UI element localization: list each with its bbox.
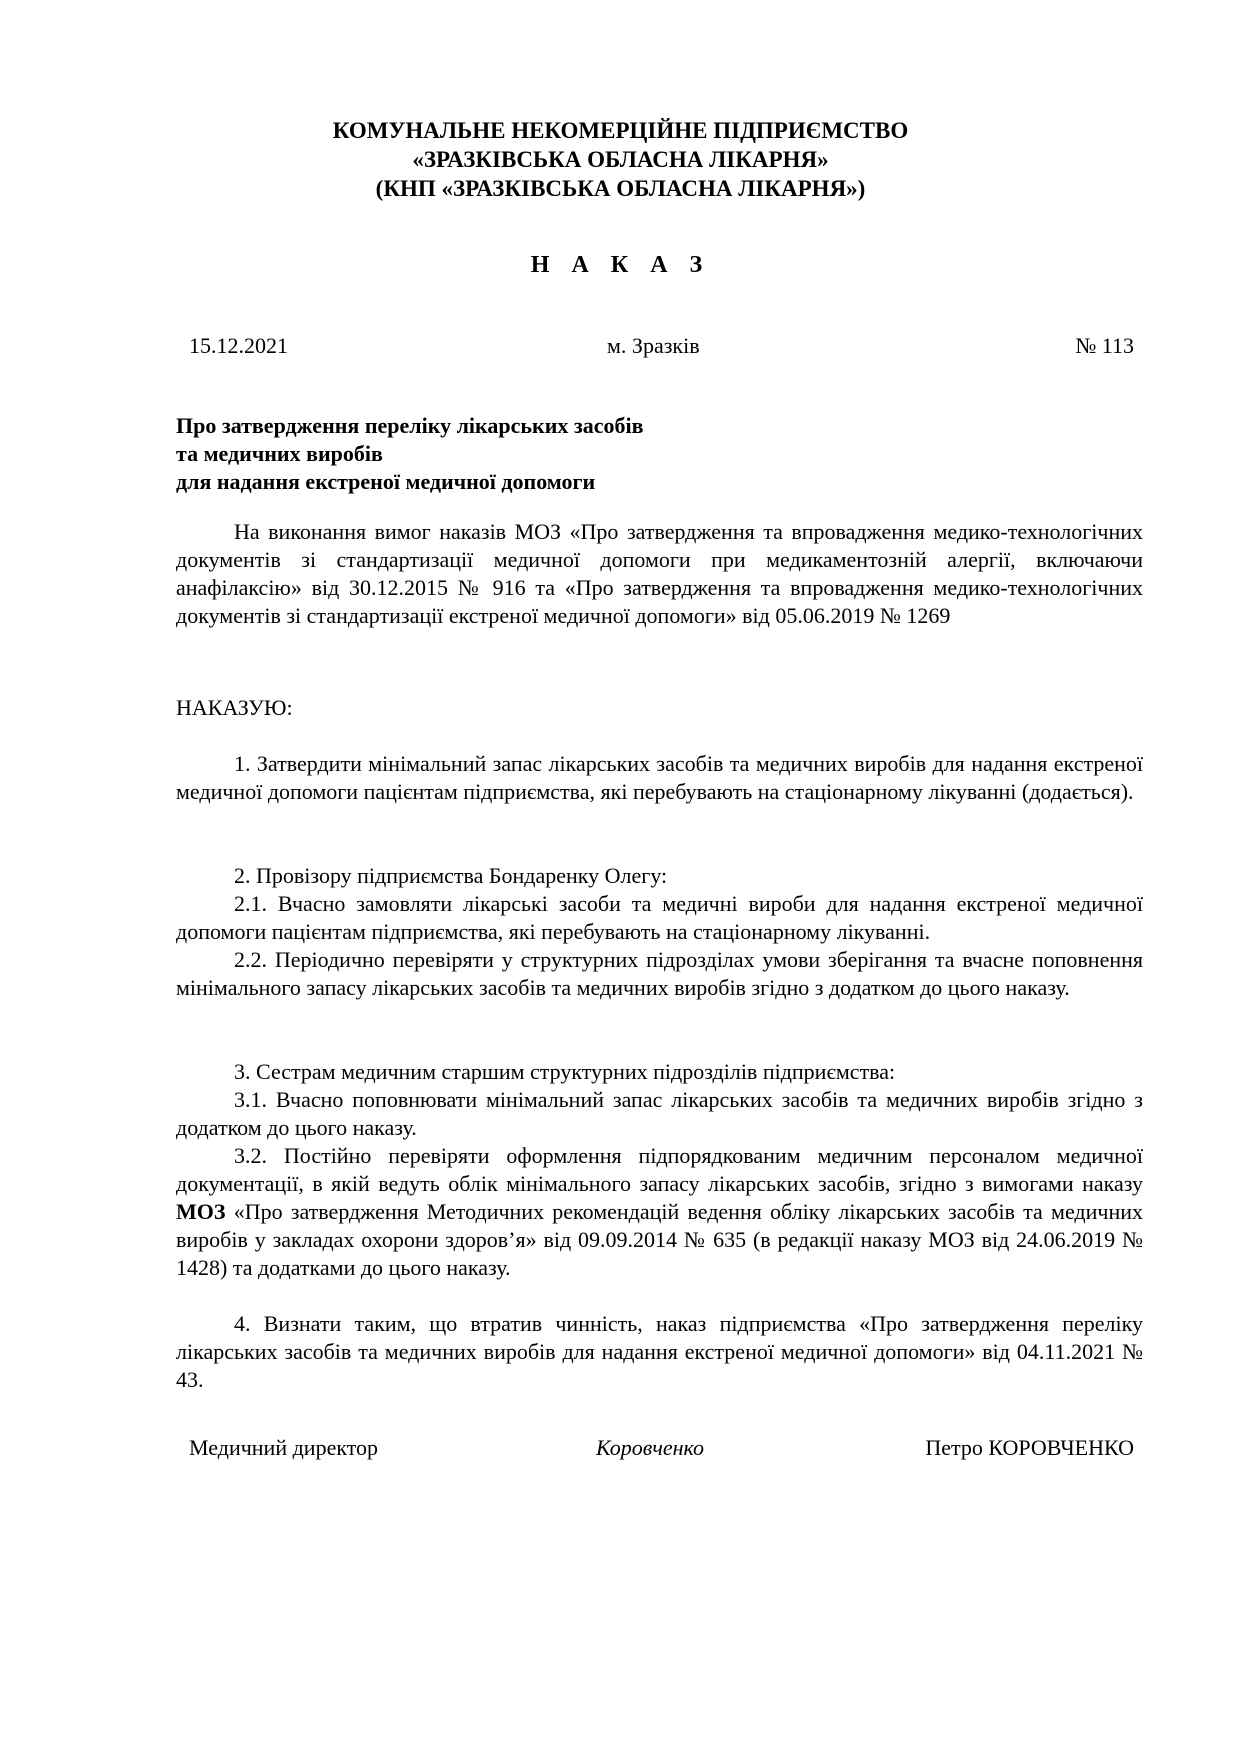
item-2-2-text: 2.2. Періодично перевіряти у структурних підрозділах умови зберігання та вчасне поповнення мінімального запасу лікарських засобів та медичних виробів згідно з додатком до цього наказу.	[176, 947, 1143, 1000]
order-item-3	[176, 1058, 1143, 1282]
nakazuyu-section	[176, 694, 1143, 722]
subject-line2: та медичних виробів	[176, 441, 383, 466]
nakazuyu-heading: НАКАЗУЮ:	[176, 695, 293, 720]
item-3-1-text: 3.1. Вчасно поповнювати мінімальний запас лікарських засобів та медичних виробів згідно з додатком до цього наказу.	[176, 1087, 1143, 1140]
handwritten-signature: Коровченко	[596, 1435, 704, 1460]
signatory-name: Петро КОРОВЧЕНКО	[925, 1435, 1134, 1460]
organization-header	[0, 116, 1241, 203]
order-item-4	[176, 1310, 1143, 1394]
org-name-line1: КОМУНАЛЬНЕ НЕКОМЕРЦІЙНЕ ПІДПРИЄМСТВО	[332, 118, 909, 143]
subject-line1: Про затвердження переліку лікарських засобів	[176, 413, 644, 438]
item-1-text: 1. Затвердити мінімальний запас лікарських засобів та медичних виробів для надання екстреної медичної допомоги пацієнтам підприємства, які перебувають на стаціонарному лікуванні (додається).	[176, 751, 1143, 804]
item-3-2-text-start: 3.2. Постійно перевіряти оформлення підпорядкованим медичним персоналом медичної документації, в якій ведуть облік мінімального запасу лікарських засобів, згідно з вимогами наказу	[176, 1143, 1143, 1196]
signatory-position: Медичний директор	[189, 1435, 379, 1460]
subject-line3: для надання екстреної медичної допомоги	[176, 469, 596, 494]
item-3-2-text-end: «Про затвердження Методичних рекомендацій ведення обліку лікарських засобів та медичних виробів у закладах охорони здоров’я» від 09.09.2014 № 635 (в редакції наказу МОЗ від 24.06.2019 № 1428) та додатками до цього наказу.	[176, 1199, 1143, 1280]
item-4-text: 4. Визнати таким, що втратив чинність, наказ підприємства «Про затвердження переліку лікарських засобів та медичних виробів для надання екстреної медичної допомоги» від 04.11.2021 № 43.	[176, 1311, 1143, 1392]
preamble-paragraph: На виконання вимог наказів МОЗ «Про затвердження та впровадження медико-технологічних документів зі стандартизації медичної допомоги при медикаментозній алергії, включаючи анафілаксію» від 30.12.2015 № 916 та «Про затвердження та впровадження медико-технологічних документів зі стандартизації екстреної медичної допомоги» від 05.06.2019 № 1269	[176, 519, 1143, 628]
item-3-2-moz-bold: МОЗ	[176, 1199, 226, 1224]
item-2-text: 2. Провізору підприємства Бондаренку Олегу:	[234, 863, 668, 888]
order-date: 15.12.2021	[189, 333, 288, 358]
order-number: № 113	[1075, 333, 1134, 358]
item-3-2-text	[176, 1142, 1143, 1282]
org-name-line3: (КНП «ЗРАЗКІВСЬКА ОБЛАСНА ЛІКАРНЯ»)	[375, 176, 866, 201]
order-item-1	[176, 750, 1143, 806]
order-subject	[176, 412, 643, 496]
item-2-1-text: 2.1. Вчасно замовляти лікарські засоби та медичні вироби для надання екстреної медичної допомоги пацієнтам підприємства, які перебувають на стаціонарному лікуванні.	[176, 891, 1143, 944]
org-name-line2: «ЗРАЗКІВСЬКА ОБЛАСНА ЛІКАРНЯ»	[412, 147, 829, 172]
preamble-section	[176, 518, 1143, 630]
document-type-title: Н А К А З	[530, 252, 711, 278]
order-item-2	[176, 862, 1143, 1002]
order-city: м. Зразків	[607, 333, 700, 358]
item-3-text: 3. Сестрам медичним старшим структурних підрозділів підприємства:	[234, 1059, 896, 1084]
